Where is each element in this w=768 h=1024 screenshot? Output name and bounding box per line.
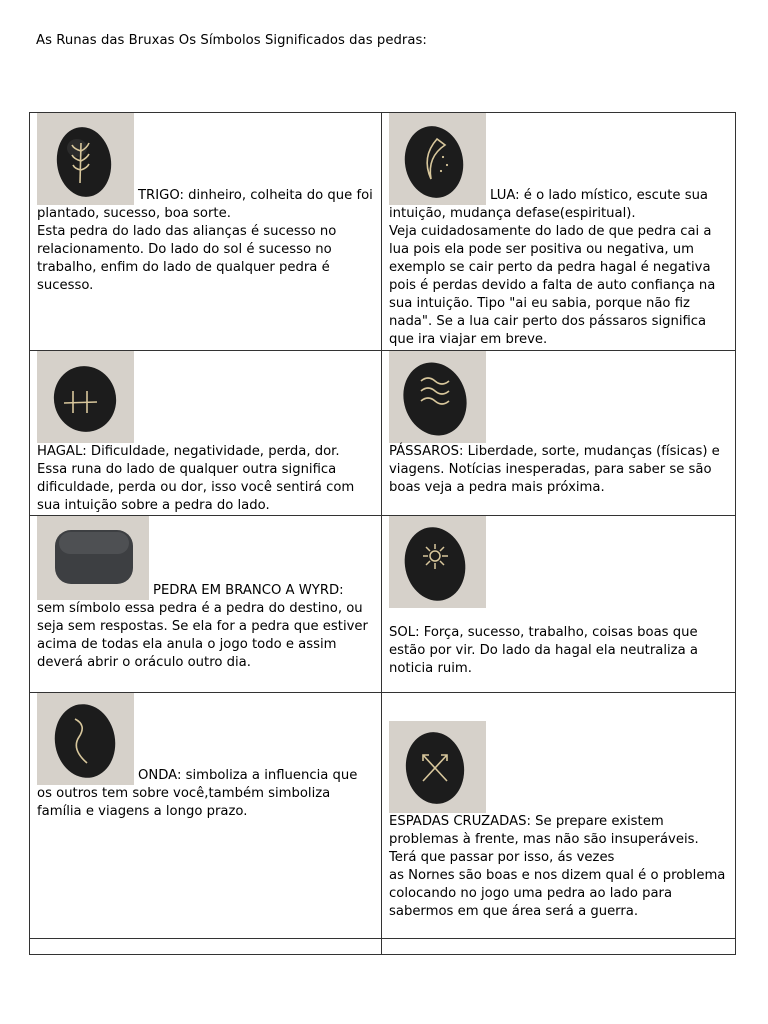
birds-rune-icon — [389, 351, 486, 443]
rune-lead-text: PEDRA EM BRANCO A WYRD: — [153, 583, 344, 598]
rune-cell-onda — [30, 693, 382, 939]
empty-cell — [30, 939, 382, 955]
wheat-rune-icon — [37, 113, 134, 205]
rune-body-text: Esta pedra do lado das alianças é sucesso no relacionamento. Do lado do sol é sucesso no trabalho, enfim do lado de qualquer pedra é sucesso. — [37, 224, 337, 293]
table-row — [30, 693, 736, 939]
rune-cell-pedra-branco — [30, 516, 382, 693]
empty-cell — [382, 939, 736, 955]
rune-body-text: Veja cuidadosamente do lado de que pedra cai a lua pois ela pode ser positiva ou negativa, um exemplo se cair perto da pedra hagal é negativa pois é perdas devido a falta de auto confiança na sua intuição. Tipo "ai eu sabia, porque não fiz nada". Se a lua cair perto dos pássaros significa que ira viajar em breve. — [389, 224, 716, 347]
blank-stone-icon — [37, 516, 149, 600]
wave-rune-icon — [37, 693, 134, 785]
rune-cell-espadas — [382, 693, 736, 939]
table-row — [30, 516, 736, 693]
rune-lead-text: TRIGO: dinheiro, colheita do que foi plantado, sucesso, boa sorte. — [37, 188, 373, 221]
rune-lead-text: PÁSSAROS: Liberdade, sorte, mudanças (físicas) e viagens. Notícias inesperadas, para saber se são boas veja a pedra mais próxima. — [389, 444, 720, 495]
hagal-rune-icon — [37, 351, 134, 443]
document-title: As Runas das Bruxas Os Símbolos Significados das pedras: — [36, 33, 427, 48]
crossed-swords-rune-icon — [389, 721, 486, 813]
rune-cell-lua — [382, 113, 736, 351]
moon-rune-icon — [389, 113, 486, 205]
sun-rune-icon — [389, 516, 486, 608]
rune-lead-text: LUA: é o lado místico, escute sua intuição, mudança defase(espiritual). — [389, 188, 709, 221]
rune-lead-text: ONDA: simboliza a influencia que os outros tem sobre você,também simboliza família e viagens a longo prazo. — [37, 768, 358, 819]
table-row — [30, 939, 736, 955]
rune-lead-text: HAGAL: Dificuldade, negatividade, perda, dor. — [37, 444, 340, 459]
table-row — [30, 113, 736, 351]
rune-cell-passaros — [382, 351, 736, 516]
rune-cell-sol — [382, 516, 736, 693]
rune-body-text: as Nornes são boas e nos dizem qual é o problema colocando no jogo uma pedra ao lado para sabermos em que área será a guerra. — [389, 868, 726, 919]
rune-cell-trigo — [30, 113, 382, 351]
rune-lead-text: SOL: Força, sucesso, trabalho, coisas boas que estão por vir. Do lado da hagal ela neutraliza a noticia ruim. — [389, 625, 698, 676]
rune-body-text: sem símbolo essa pedra é a pedra do destino, ou seja sem respostas. Se ela for a pedra que estiver acima de todas ela anula o jogo todo e assim deverá abrir o oráculo outro dia. — [37, 601, 368, 670]
runes-table — [29, 112, 736, 955]
rune-lead-text: ESPADAS CRUZADAS: Se prepare existem problemas à frente, mas não são insuperáveis. Terá que passar por isso, ás vezes — [389, 814, 699, 865]
rune-body-text: Essa runa do lado de qualquer outra significa dificuldade, perda ou dor, isso você sentirá com sua intuição sobre a pedra do lado. — [37, 462, 355, 513]
rune-cell-hagal — [30, 351, 382, 516]
table-row — [30, 351, 736, 516]
